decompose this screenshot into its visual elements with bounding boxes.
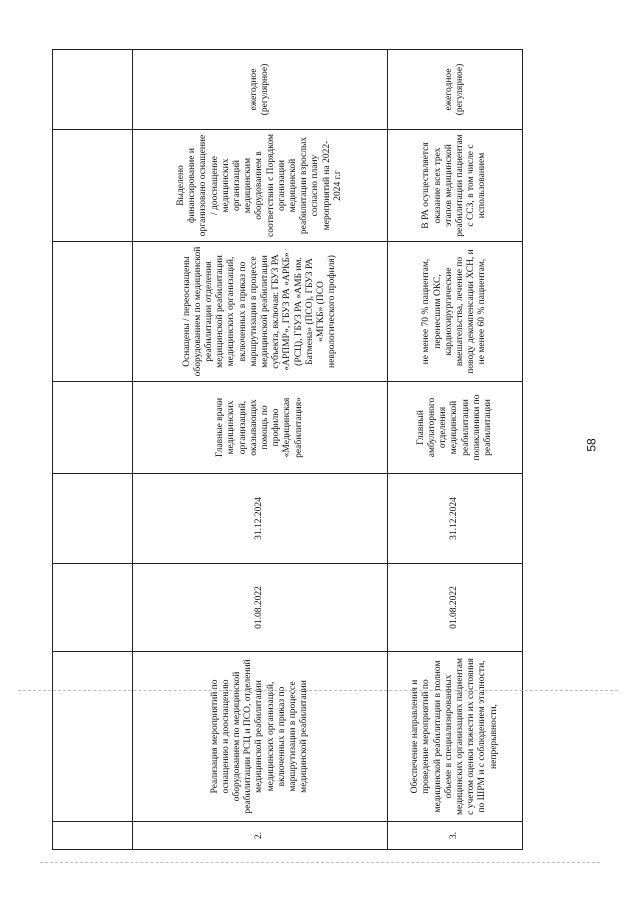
indicator-cell <box>53 242 133 382</box>
start-date-cell: 01.08.2022 <box>133 564 388 652</box>
rotated-document-page <box>52 50 522 850</box>
end-date-cell: 31.12.2024 <box>133 474 388 564</box>
periodicity-cell <box>53 50 133 130</box>
scan-artifact-line <box>40 862 600 863</box>
end-date-cell <box>53 474 133 564</box>
action-plan-table <box>52 49 523 850</box>
measure-cell <box>53 652 133 822</box>
result-cell: Выделено финансирование и организовано оснащение / дооснащение медицинских организаций медицинским оборудованием в соответствии с Порядком организации медицинской реабилитации взрослых согласно плану мероприятий на 2022-2024 г.г <box>133 130 388 242</box>
indicator-cell: не менее 70 % пациентам, перенесшим ОКС, кардиохирургические вмешательства, лечение по поводу декомпенсации ХСН, и не менее 60 % пациентам, <box>388 242 523 382</box>
row-number: 2. <box>133 822 388 850</box>
row-number: 3. <box>388 822 523 850</box>
scan-artifact-line <box>18 690 618 691</box>
indicator-cell: Оснащены / переоснащены оборудованием по медицинской реабилитации отделения медицинской реабилитации медицинских организаций, включенных в приказ по маршрутизации в процессе медицинской реабилитации субъекта, включая: ГБУЗ РА «АРПМР», ГБУЗ РА «АРКБ» (РСЦ), ГБУЗ РА «АМБ им. Батмена» (ПСО), ГБУЗ РА «МГКБ» (ПСО неврологического профиля) <box>133 242 388 382</box>
responsible-cell: Главный амбулаторного отделения медицинской реабилитации поликлиники по реабилитации <box>388 382 523 474</box>
result-cell <box>53 130 133 242</box>
table-row <box>133 50 388 850</box>
measure-cell: Реализация мероприятий по оснащению и дооснащению оборудованием по медицинской реабилитации РСЦ и ПСО, отделений медицинской реабилитации медицинских организаций, включенных в приказ по маршрутизации в процессе медицинской реабилитации <box>133 652 388 822</box>
result-cell: В РА осуществляется оказание всех трех этапов медицинской реабилитации пациентам с ССЗ, в том числе с использованием <box>388 130 523 242</box>
page-number: 58 <box>584 438 599 452</box>
responsible-cell <box>53 382 133 474</box>
measure-cell: Обеспечение направления и проведение мероприятий по медицинской реабилитации в полном объеме в специализированных медицинских организациях пациентам с учетом оценки тяжести их состояния по ШРМ и с соблюдением этапности, непрерывности, <box>388 652 523 822</box>
table-row <box>388 50 523 850</box>
table-row <box>53 50 133 850</box>
row-number <box>53 822 133 850</box>
start-date-cell: 01.08.2022 <box>388 564 523 652</box>
start-date-cell <box>53 564 133 652</box>
responsible-cell: Главные врачи медицинских организаций, оказывающих помощь по профилю «Медицинская реабилитация» <box>133 382 388 474</box>
end-date-cell: 31.12.2024 <box>388 474 523 564</box>
periodicity-cell: ежегодное (регулярное) <box>133 50 388 130</box>
periodicity-cell: ежегодное (регулярное) <box>388 50 523 130</box>
